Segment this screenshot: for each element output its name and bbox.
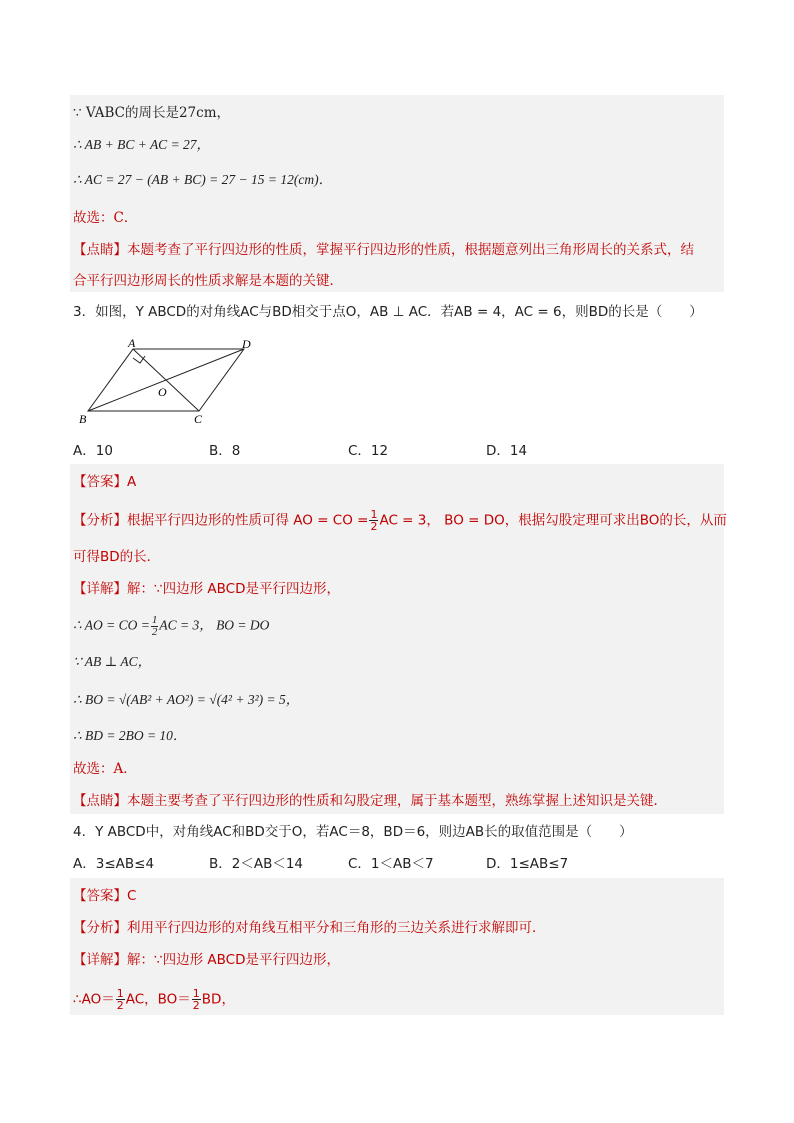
q3-answer: 【答案】A — [73, 474, 137, 490]
q4-detail: 【详解】解：∵四边形 ABCD是平行四边形， — [73, 952, 340, 968]
q3-detail: 【详解】解：∵四边形 ABCD是平行四边形， — [73, 581, 340, 597]
q4-stem: 4．Y ABCD中，对角线AC和BD交于O，若AC＝8，BD＝6，则边AB长的取值范围是（ ） — [73, 824, 633, 840]
q4-option-c: C．1＜AB＜7 — [348, 856, 434, 872]
solution-block-top — [70, 95, 724, 292]
q3-detail-3: ∵ AB ⊥ AC， — [73, 654, 152, 669]
diagonal-bd — [88, 349, 244, 411]
top-note-1: 【点睛】本题考查了平行四边形的性质，掌握平行四边形的性质，根据题意列出三角形周长的关系式，结 — [73, 242, 694, 258]
label-c: C — [194, 412, 203, 426]
q3-detail-5: ∴ BD = 2BO = 10． — [73, 728, 187, 743]
label-a: A — [128, 336, 136, 350]
q3-option-d: D．14 — [486, 443, 528, 459]
q3-option-a: A．10 — [73, 443, 113, 459]
q4-option-a: A．3≤AB≤4 — [73, 856, 155, 872]
top-choose: 故选：C． — [73, 210, 138, 226]
q4-option-b: B．2＜AB＜14 — [209, 856, 304, 872]
label-d: D — [242, 337, 251, 351]
q3-detail-2: ∴ AO = CO = $\frac{1}{2}$ AC = 3， BO = DO — [73, 614, 270, 638]
q3-detail-4: ∴ BO = √(AB² + AO²) = √(4² + 3²) = 5， — [73, 692, 300, 707]
q3-analysis-2: 可得BD的长． — [73, 549, 161, 565]
right-angle-mark — [133, 356, 145, 363]
top-note-2: 合平行四边形周长的性质求解是本题的关键． — [73, 273, 343, 289]
top-line-1: ∵ VABC的周长是27cm， — [73, 105, 231, 121]
q4-analysis: 【分析】利用平行四边形的对角线互相平分和三角形的三边关系进行求解即可． — [73, 920, 546, 936]
top-line-3: ∴ AC = 27 − (AB + BC) = 27 − 15 = 12(cm)． — [73, 172, 333, 187]
q4-detail-2: ∴AO＝ $\frac{1}{2}$ AC，BO＝ $\frac{1}{2}$ BD， — [73, 987, 235, 1012]
q3-option-c: C．12 — [348, 443, 389, 459]
q3-analysis-1: 【分析】根据平行四边形的性质可得 AO = CO = $\frac{1}{2}$ AC = 3， BO = DO，根据勾股定理可求出BO的长，从而 — [73, 508, 727, 533]
q3-option-b: B．8 — [209, 443, 241, 459]
parallelogram-figure — [76, 336, 266, 428]
q4-option-d: D．1≤AB≤7 — [486, 856, 569, 872]
top-line-2: ∴ AB + BC + AC = 27， — [73, 137, 211, 152]
q3-note: 【点睛】本题主要考查了平行四边形的性质和勾股定理，属于基本题型，熟练掌握上述知识是关键． — [73, 793, 667, 809]
q4-answer: 【答案】C — [73, 888, 137, 904]
q3-choose: 故选：A． — [73, 761, 137, 777]
label-o: O — [158, 385, 167, 399]
label-b: B — [79, 412, 87, 426]
q3-stem: 3．如图，Y ABCD的对角线AC与BD相交于点O，AB ⊥ AC．若AB = 4，AC = 6，则BD的长是（ ） — [73, 304, 703, 320]
